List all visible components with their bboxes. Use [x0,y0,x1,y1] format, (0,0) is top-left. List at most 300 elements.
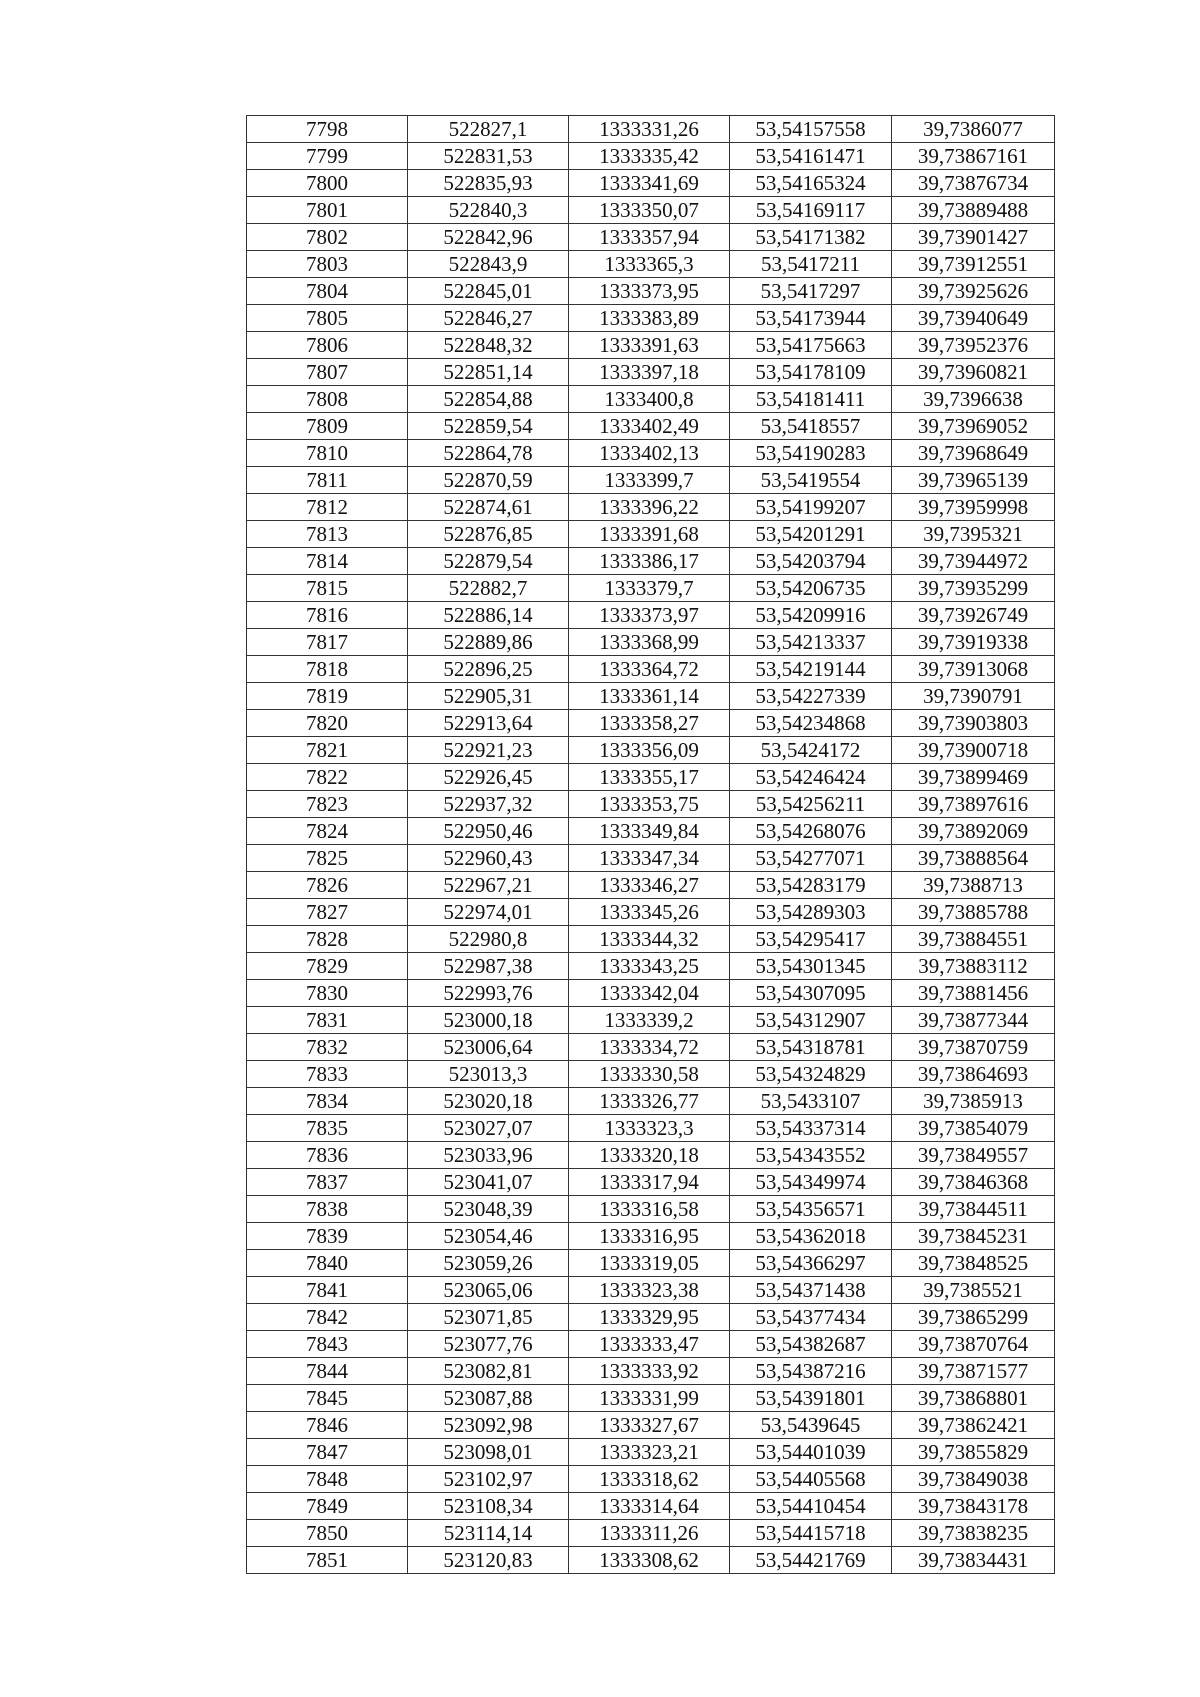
latitude-cell: 53,54213337 [730,629,892,656]
point-number-cell: 7838 [247,1196,408,1223]
table-row [247,1142,1055,1169]
table-row [247,521,1055,548]
longitude-cell: 39,73892069 [892,818,1055,845]
y-coordinate-cell: 1333319,05 [569,1250,730,1277]
y-coordinate-cell: 1333333,47 [569,1331,730,1358]
coordinates-table-body [247,116,1055,1574]
x-coordinate-cell: 523020,18 [408,1088,569,1115]
y-coordinate-cell: 1333349,84 [569,818,730,845]
y-coordinate-cell: 1333339,2 [569,1007,730,1034]
table-row [247,1493,1055,1520]
x-coordinate-cell: 523059,26 [408,1250,569,1277]
x-coordinate-cell: 523114,14 [408,1520,569,1547]
latitude-cell: 53,54268076 [730,818,892,845]
latitude-cell: 53,54405568 [730,1466,892,1493]
longitude-cell: 39,7390791 [892,683,1055,710]
longitude-cell: 39,73838235 [892,1520,1055,1547]
latitude-cell: 53,54201291 [730,521,892,548]
y-coordinate-cell: 1333402,49 [569,413,730,440]
longitude-cell: 39,73940649 [892,305,1055,332]
latitude-cell: 53,54169117 [730,197,892,224]
longitude-cell: 39,73868801 [892,1385,1055,1412]
y-coordinate-cell: 1333335,42 [569,143,730,170]
x-coordinate-cell: 522905,31 [408,683,569,710]
y-coordinate-cell: 1333323,3 [569,1115,730,1142]
x-coordinate-cell: 522886,14 [408,602,569,629]
longitude-cell: 39,73846368 [892,1169,1055,1196]
y-coordinate-cell: 1333342,04 [569,980,730,1007]
point-number-cell: 7809 [247,413,408,440]
longitude-cell: 39,73855829 [892,1439,1055,1466]
point-number-cell: 7834 [247,1088,408,1115]
longitude-cell: 39,73871577 [892,1358,1055,1385]
x-coordinate-cell: 523108,34 [408,1493,569,1520]
y-coordinate-cell: 1333379,7 [569,575,730,602]
longitude-cell: 39,73913068 [892,656,1055,683]
x-coordinate-cell: 522896,25 [408,656,569,683]
point-number-cell: 7811 [247,467,408,494]
y-coordinate-cell: 1333364,72 [569,656,730,683]
point-number-cell: 7806 [247,332,408,359]
table-row [247,845,1055,872]
y-coordinate-cell: 1333326,77 [569,1088,730,1115]
point-number-cell: 7812 [247,494,408,521]
table-row [247,764,1055,791]
table-row [247,359,1055,386]
x-coordinate-cell: 523077,76 [408,1331,569,1358]
y-coordinate-cell: 1333314,64 [569,1493,730,1520]
point-number-cell: 7810 [247,440,408,467]
point-number-cell: 7801 [247,197,408,224]
point-number-cell: 7799 [247,143,408,170]
x-coordinate-cell: 522870,59 [408,467,569,494]
longitude-cell: 39,73884551 [892,926,1055,953]
y-coordinate-cell: 1333396,22 [569,494,730,521]
point-number-cell: 7824 [247,818,408,845]
y-coordinate-cell: 1333350,07 [569,197,730,224]
point-number-cell: 7851 [247,1547,408,1574]
x-coordinate-cell: 523102,97 [408,1466,569,1493]
point-number-cell: 7827 [247,899,408,926]
x-coordinate-cell: 523120,83 [408,1547,569,1574]
latitude-cell: 53,54410454 [730,1493,892,1520]
point-number-cell: 7819 [247,683,408,710]
point-number-cell: 7832 [247,1034,408,1061]
x-coordinate-cell: 522967,21 [408,872,569,899]
x-coordinate-cell: 523006,64 [408,1034,569,1061]
latitude-cell: 53,5433107 [730,1088,892,1115]
point-number-cell: 7831 [247,1007,408,1034]
longitude-cell: 39,73864693 [892,1061,1055,1088]
table-row [247,440,1055,467]
y-coordinate-cell: 1333356,09 [569,737,730,764]
latitude-cell: 53,54318781 [730,1034,892,1061]
x-coordinate-cell: 522926,45 [408,764,569,791]
x-coordinate-cell: 522835,93 [408,170,569,197]
y-coordinate-cell: 1333341,69 [569,170,730,197]
latitude-cell: 53,54171382 [730,224,892,251]
y-coordinate-cell: 1333391,63 [569,332,730,359]
y-coordinate-cell: 1333391,68 [569,521,730,548]
point-number-cell: 7828 [247,926,408,953]
table-row [247,197,1055,224]
x-coordinate-cell: 522882,7 [408,575,569,602]
latitude-cell: 53,54301345 [730,953,892,980]
table-row [247,1169,1055,1196]
y-coordinate-cell: 1333343,25 [569,953,730,980]
point-number-cell: 7804 [247,278,408,305]
latitude-cell: 53,54165324 [730,170,892,197]
point-number-cell: 7844 [247,1358,408,1385]
point-number-cell: 7837 [247,1169,408,1196]
x-coordinate-cell: 523071,85 [408,1304,569,1331]
y-coordinate-cell: 1333320,18 [569,1142,730,1169]
latitude-cell: 53,54283179 [730,872,892,899]
longitude-cell: 39,73844511 [892,1196,1055,1223]
point-number-cell: 7841 [247,1277,408,1304]
point-number-cell: 7847 [247,1439,408,1466]
point-number-cell: 7798 [247,116,408,143]
latitude-cell: 53,5424172 [730,737,892,764]
point-number-cell: 7845 [247,1385,408,1412]
x-coordinate-cell: 522846,27 [408,305,569,332]
x-coordinate-cell: 522851,14 [408,359,569,386]
longitude-cell: 39,73834431 [892,1547,1055,1574]
latitude-cell: 53,54421769 [730,1547,892,1574]
x-coordinate-cell: 523048,39 [408,1196,569,1223]
y-coordinate-cell: 1333334,72 [569,1034,730,1061]
longitude-cell: 39,73849557 [892,1142,1055,1169]
longitude-cell: 39,73959998 [892,494,1055,521]
x-coordinate-cell: 522827,1 [408,116,569,143]
table-row [247,1223,1055,1250]
longitude-cell: 39,73870759 [892,1034,1055,1061]
y-coordinate-cell: 1333402,13 [569,440,730,467]
point-number-cell: 7848 [247,1466,408,1493]
latitude-cell: 53,54377434 [730,1304,892,1331]
longitude-cell: 39,7385913 [892,1088,1055,1115]
x-coordinate-cell: 522845,01 [408,278,569,305]
y-coordinate-cell: 1333373,97 [569,602,730,629]
latitude-cell: 53,54371438 [730,1277,892,1304]
point-number-cell: 7814 [247,548,408,575]
point-number-cell: 7817 [247,629,408,656]
point-number-cell: 7825 [247,845,408,872]
longitude-cell: 39,73865299 [892,1304,1055,1331]
x-coordinate-cell: 523054,46 [408,1223,569,1250]
y-coordinate-cell: 1333316,95 [569,1223,730,1250]
point-number-cell: 7830 [247,980,408,1007]
point-number-cell: 7836 [247,1142,408,1169]
longitude-cell: 39,73901427 [892,224,1055,251]
x-coordinate-cell: 523000,18 [408,1007,569,1034]
y-coordinate-cell: 1333397,18 [569,359,730,386]
point-number-cell: 7800 [247,170,408,197]
longitude-cell: 39,73926749 [892,602,1055,629]
longitude-cell: 39,73903803 [892,710,1055,737]
latitude-cell: 53,54161471 [730,143,892,170]
longitude-cell: 39,73881456 [892,980,1055,1007]
longitude-cell: 39,73952376 [892,332,1055,359]
latitude-cell: 53,54312907 [730,1007,892,1034]
latitude-cell: 53,54246424 [730,764,892,791]
y-coordinate-cell: 1333317,94 [569,1169,730,1196]
table-row [247,413,1055,440]
point-number-cell: 7835 [247,1115,408,1142]
table-row [247,1331,1055,1358]
longitude-cell: 39,73919338 [892,629,1055,656]
point-number-cell: 7818 [247,656,408,683]
x-coordinate-cell: 523027,07 [408,1115,569,1142]
table-row [247,737,1055,764]
longitude-cell: 39,73925626 [892,278,1055,305]
y-coordinate-cell: 1333353,75 [569,791,730,818]
longitude-cell: 39,73862421 [892,1412,1055,1439]
point-number-cell: 7846 [247,1412,408,1439]
latitude-cell: 53,54349974 [730,1169,892,1196]
latitude-cell: 53,54295417 [730,926,892,953]
y-coordinate-cell: 1333316,58 [569,1196,730,1223]
x-coordinate-cell: 523098,01 [408,1439,569,1466]
y-coordinate-cell: 1333323,38 [569,1277,730,1304]
point-number-cell: 7808 [247,386,408,413]
table-row [247,1520,1055,1547]
point-number-cell: 7816 [247,602,408,629]
latitude-cell: 53,54227339 [730,683,892,710]
latitude-cell: 53,54178109 [730,359,892,386]
table-row [247,1250,1055,1277]
table-row [247,1304,1055,1331]
longitude-cell: 39,73969052 [892,413,1055,440]
table-row [247,548,1055,575]
latitude-cell: 53,54175663 [730,332,892,359]
table-row [247,143,1055,170]
y-coordinate-cell: 1333333,92 [569,1358,730,1385]
table-row [247,818,1055,845]
table-row [247,710,1055,737]
longitude-cell: 39,7388713 [892,872,1055,899]
table-row [247,575,1055,602]
table-row [247,278,1055,305]
latitude-cell: 53,54234868 [730,710,892,737]
y-coordinate-cell: 1333357,94 [569,224,730,251]
point-number-cell: 7820 [247,710,408,737]
point-number-cell: 7807 [247,359,408,386]
longitude-cell: 39,73849038 [892,1466,1055,1493]
point-number-cell: 7805 [247,305,408,332]
longitude-cell: 39,73870764 [892,1331,1055,1358]
table-row [247,872,1055,899]
latitude-cell: 53,54391801 [730,1385,892,1412]
point-number-cell: 7840 [247,1250,408,1277]
y-coordinate-cell: 1333399,7 [569,467,730,494]
point-number-cell: 7826 [247,872,408,899]
x-coordinate-cell: 522848,32 [408,332,569,359]
y-coordinate-cell: 1333318,62 [569,1466,730,1493]
latitude-cell: 53,54206735 [730,575,892,602]
table-row [247,791,1055,818]
longitude-cell: 39,73965139 [892,467,1055,494]
x-coordinate-cell: 522889,86 [408,629,569,656]
x-coordinate-cell: 523041,07 [408,1169,569,1196]
table-row [247,386,1055,413]
latitude-cell: 53,5417211 [730,251,892,278]
x-coordinate-cell: 522980,8 [408,926,569,953]
table-row [247,1007,1055,1034]
x-coordinate-cell: 523082,81 [408,1358,569,1385]
x-coordinate-cell: 522864,78 [408,440,569,467]
longitude-cell: 39,73899469 [892,764,1055,791]
latitude-cell: 53,54362018 [730,1223,892,1250]
table-row [247,980,1055,1007]
latitude-cell: 53,54382687 [730,1331,892,1358]
y-coordinate-cell: 1333383,89 [569,305,730,332]
table-row [247,1412,1055,1439]
table-row [247,1358,1055,1385]
latitude-cell: 53,5418557 [730,413,892,440]
table-row [247,1196,1055,1223]
table-row [247,1115,1055,1142]
point-number-cell: 7833 [247,1061,408,1088]
longitude-cell: 39,7395321 [892,521,1055,548]
latitude-cell: 53,54324829 [730,1061,892,1088]
longitude-cell: 39,73843178 [892,1493,1055,1520]
latitude-cell: 53,5439645 [730,1412,892,1439]
y-coordinate-cell: 1333361,14 [569,683,730,710]
x-coordinate-cell: 523065,06 [408,1277,569,1304]
table-row [247,170,1055,197]
y-coordinate-cell: 1333345,26 [569,899,730,926]
table-row [247,467,1055,494]
latitude-cell: 53,54181411 [730,386,892,413]
y-coordinate-cell: 1333346,27 [569,872,730,899]
y-coordinate-cell: 1333323,21 [569,1439,730,1466]
x-coordinate-cell: 522842,96 [408,224,569,251]
longitude-cell: 39,73845231 [892,1223,1055,1250]
longitude-cell: 39,73912551 [892,251,1055,278]
x-coordinate-cell: 522840,3 [408,197,569,224]
x-coordinate-cell: 522874,61 [408,494,569,521]
latitude-cell: 53,54203794 [730,548,892,575]
x-coordinate-cell: 522960,43 [408,845,569,872]
point-number-cell: 7802 [247,224,408,251]
latitude-cell: 53,54277071 [730,845,892,872]
point-number-cell: 7843 [247,1331,408,1358]
table-row [247,1034,1055,1061]
longitude-cell: 39,7396638 [892,386,1055,413]
x-coordinate-cell: 523092,98 [408,1412,569,1439]
table-row [247,1439,1055,1466]
y-coordinate-cell: 1333329,95 [569,1304,730,1331]
y-coordinate-cell: 1333355,17 [569,764,730,791]
latitude-cell: 53,54157558 [730,116,892,143]
x-coordinate-cell: 522993,76 [408,980,569,1007]
y-coordinate-cell: 1333368,99 [569,629,730,656]
table-row [247,305,1055,332]
latitude-cell: 53,54356571 [730,1196,892,1223]
y-coordinate-cell: 1333331,99 [569,1385,730,1412]
point-number-cell: 7849 [247,1493,408,1520]
latitude-cell: 53,54173944 [730,305,892,332]
x-coordinate-cell: 522859,54 [408,413,569,440]
x-coordinate-cell: 522876,85 [408,521,569,548]
point-number-cell: 7829 [247,953,408,980]
y-coordinate-cell: 1333373,95 [569,278,730,305]
longitude-cell: 39,73877344 [892,1007,1055,1034]
longitude-cell: 39,73867161 [892,143,1055,170]
latitude-cell: 53,54199207 [730,494,892,521]
latitude-cell: 53,54289303 [730,899,892,926]
longitude-cell: 39,7386077 [892,116,1055,143]
latitude-cell: 53,54209916 [730,602,892,629]
latitude-cell: 53,54190283 [730,440,892,467]
table-row [247,251,1055,278]
x-coordinate-cell: 522937,32 [408,791,569,818]
point-number-cell: 7839 [247,1223,408,1250]
longitude-cell: 39,7385521 [892,1277,1055,1304]
y-coordinate-cell: 1333386,17 [569,548,730,575]
x-coordinate-cell: 522854,88 [408,386,569,413]
table-row [247,926,1055,953]
latitude-cell: 53,54415718 [730,1520,892,1547]
y-coordinate-cell: 1333308,62 [569,1547,730,1574]
longitude-cell: 39,73900718 [892,737,1055,764]
point-number-cell: 7823 [247,791,408,818]
longitude-cell: 39,73854079 [892,1115,1055,1142]
point-number-cell: 7803 [247,251,408,278]
x-coordinate-cell: 522974,01 [408,899,569,926]
y-coordinate-cell: 1333331,26 [569,116,730,143]
y-coordinate-cell: 1333330,58 [569,1061,730,1088]
point-number-cell: 7813 [247,521,408,548]
table-row [247,332,1055,359]
table-row [247,1385,1055,1412]
latitude-cell: 53,5419554 [730,467,892,494]
point-number-cell: 7821 [247,737,408,764]
table-row [247,1277,1055,1304]
table-row [247,953,1055,980]
y-coordinate-cell: 1333365,3 [569,251,730,278]
table-row [247,224,1055,251]
longitude-cell: 39,73876734 [892,170,1055,197]
x-coordinate-cell: 522843,9 [408,251,569,278]
longitude-cell: 39,73897616 [892,791,1055,818]
table-row [247,1466,1055,1493]
point-number-cell: 7815 [247,575,408,602]
table-row [247,1088,1055,1115]
table-row [247,116,1055,143]
table-row [247,1061,1055,1088]
longitude-cell: 39,73935299 [892,575,1055,602]
latitude-cell: 53,54307095 [730,980,892,1007]
latitude-cell: 53,5417297 [730,278,892,305]
table-row [247,629,1055,656]
table-row [247,656,1055,683]
longitude-cell: 39,73889488 [892,197,1055,224]
table-row [247,494,1055,521]
y-coordinate-cell: 1333344,32 [569,926,730,953]
x-coordinate-cell: 523013,3 [408,1061,569,1088]
y-coordinate-cell: 1333358,27 [569,710,730,737]
latitude-cell: 53,54337314 [730,1115,892,1142]
latitude-cell: 53,54256211 [730,791,892,818]
latitude-cell: 53,54401039 [730,1439,892,1466]
latitude-cell: 53,54219144 [730,656,892,683]
y-coordinate-cell: 1333327,67 [569,1412,730,1439]
longitude-cell: 39,73960821 [892,359,1055,386]
longitude-cell: 39,73883112 [892,953,1055,980]
longitude-cell: 39,73944972 [892,548,1055,575]
